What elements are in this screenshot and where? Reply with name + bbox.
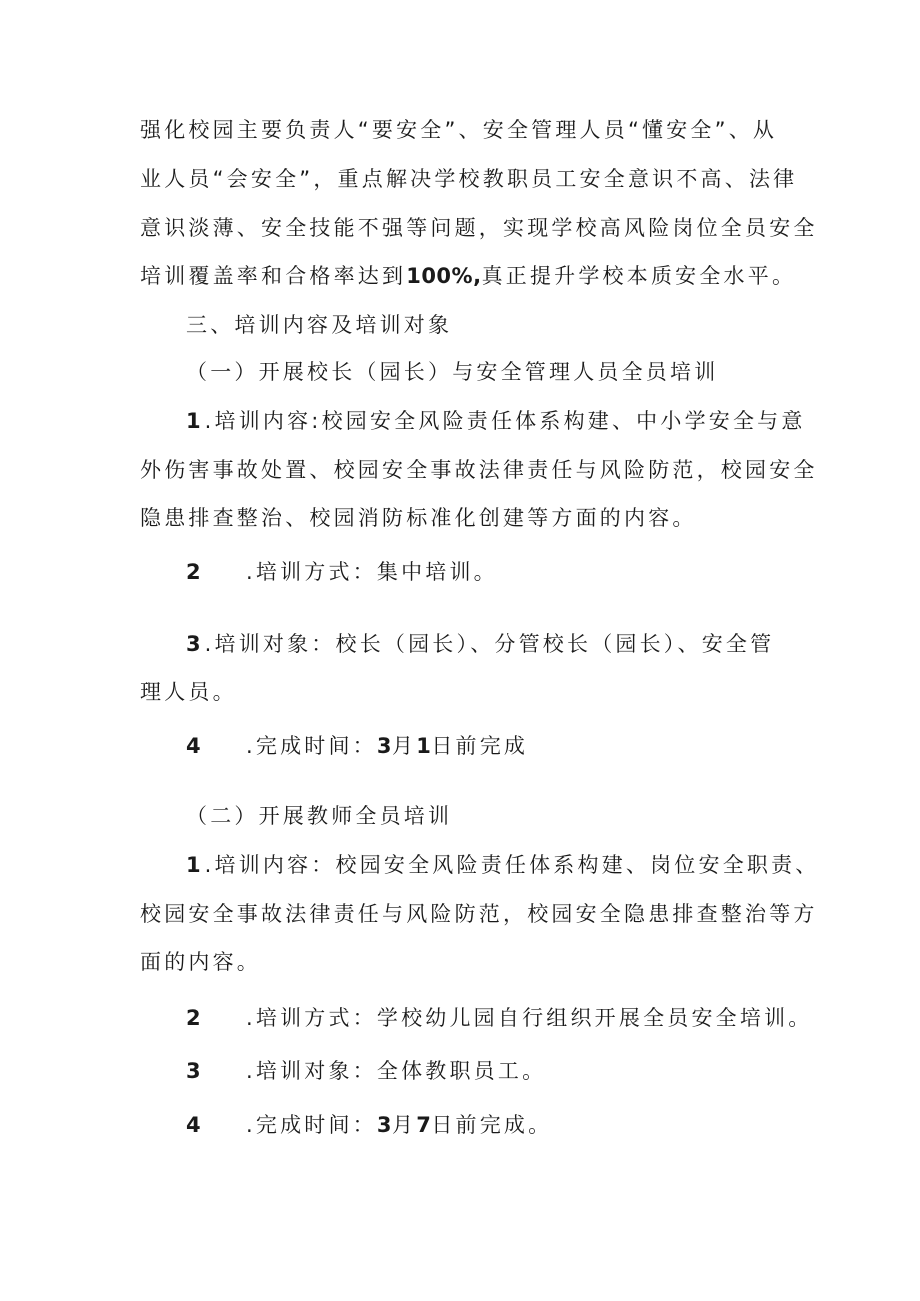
part-1-item-4-month-unit: 月 [392, 734, 417, 758]
part-1-item-3-line-2: 理人员。 [140, 680, 237, 704]
intro-line-4-before: 培训覆盖率和合格率达到 [140, 264, 407, 288]
part-1-item-2 [186, 557, 498, 587]
part-1-item-4 [186, 731, 528, 761]
part-2-item-3 [186, 1056, 546, 1086]
part-1-item-1-line-3: 隐患排查整治、校园消防标准化创建等方面的内容。 [140, 506, 697, 530]
intro-percentage: 100%, [406, 264, 482, 288]
section-3-heading: 三、培训内容及培训对象 [186, 313, 453, 337]
part-2-item-2 [186, 1003, 812, 1033]
part-2-item-4 [186, 1110, 552, 1140]
part-2-item-4-suffix: 日前完成。 [431, 1113, 553, 1137]
part-1-item-3-line-1 [186, 629, 774, 659]
intro-line-4-after: 真正提升学校本质安全水平。 [481, 264, 797, 288]
part-1-item-4-suffix: 日前完成 [431, 734, 529, 758]
part-1-heading: （一）开展校长（园长）与安全管理人员全员培训 [186, 360, 719, 384]
part-1-item-2-number: 2 [186, 560, 201, 584]
part-2-heading: （二）开展教师全员培训 [186, 804, 453, 828]
part-1-item-4-number: 4 [186, 734, 201, 758]
part-2-item-3-number: 3 [186, 1059, 201, 1083]
part-2-item-4-month-unit: 月 [392, 1113, 417, 1137]
part-2-item-2-number: 2 [186, 1006, 201, 1030]
part-1-item-1-number: 1 [186, 409, 201, 433]
part-2-item-1-line-3: 面的内容。 [140, 950, 261, 974]
intro-line-4 [140, 261, 796, 291]
part-2-item-4-day: 7 [416, 1113, 432, 1137]
part-2-item-4-prefix: .完成时间： [246, 1113, 377, 1137]
intro-line-1: 强化校园主要负责人“要安全”、安全管理人员“懂安全”、从 [140, 118, 778, 142]
part-1-item-1-line-2: 外伤害事故处置、校园安全事故法律责任与风险防范，校园安全 [140, 458, 818, 482]
part-2-item-1-line-2: 校园安全事故法律责任与风险防范，校园安全隐患排查整治等方 [140, 902, 818, 926]
part-1-item-1-line-1 [186, 406, 806, 436]
part-1-item-4-prefix: .完成时间： [246, 734, 377, 758]
part-2-item-4-month: 3 [376, 1113, 392, 1137]
part-2-item-1-line-1 [186, 850, 820, 880]
part-1-item-3-text: .培训对象：校长（园长）、分管校长（园长）、安全管 [204, 632, 775, 656]
part-2-item-1-number: 1 [186, 853, 201, 877]
part-2-item-3-text: .培训对象：全体教职员工。 [246, 1059, 547, 1083]
intro-line-3: 意识淡薄、安全技能不强等问题，实现学校高风险岗位全员安全 [140, 216, 818, 240]
part-1-item-2-text: .培训方式：集中培训。 [246, 560, 498, 584]
intro-line-2: 业人员“会安全”，重点解决学校教职员工安全意识不高、法律 [140, 167, 798, 191]
part-1-item-1-text: .培训内容:校园安全风险责任体系构建、中小学安全与意 [204, 409, 806, 433]
part-1-item-3-number: 3 [186, 632, 201, 656]
part-1-item-4-day: 1 [416, 734, 432, 758]
part-1-item-4-month: 3 [376, 734, 392, 758]
part-2-item-1-text: .培训内容：校园安全风险责任体系构建、岗位安全职责、 [204, 853, 820, 877]
part-2-item-4-number: 4 [186, 1113, 201, 1137]
part-2-item-2-text: .培训方式：学校幼儿园自行组织开展全员安全培训。 [246, 1006, 813, 1030]
